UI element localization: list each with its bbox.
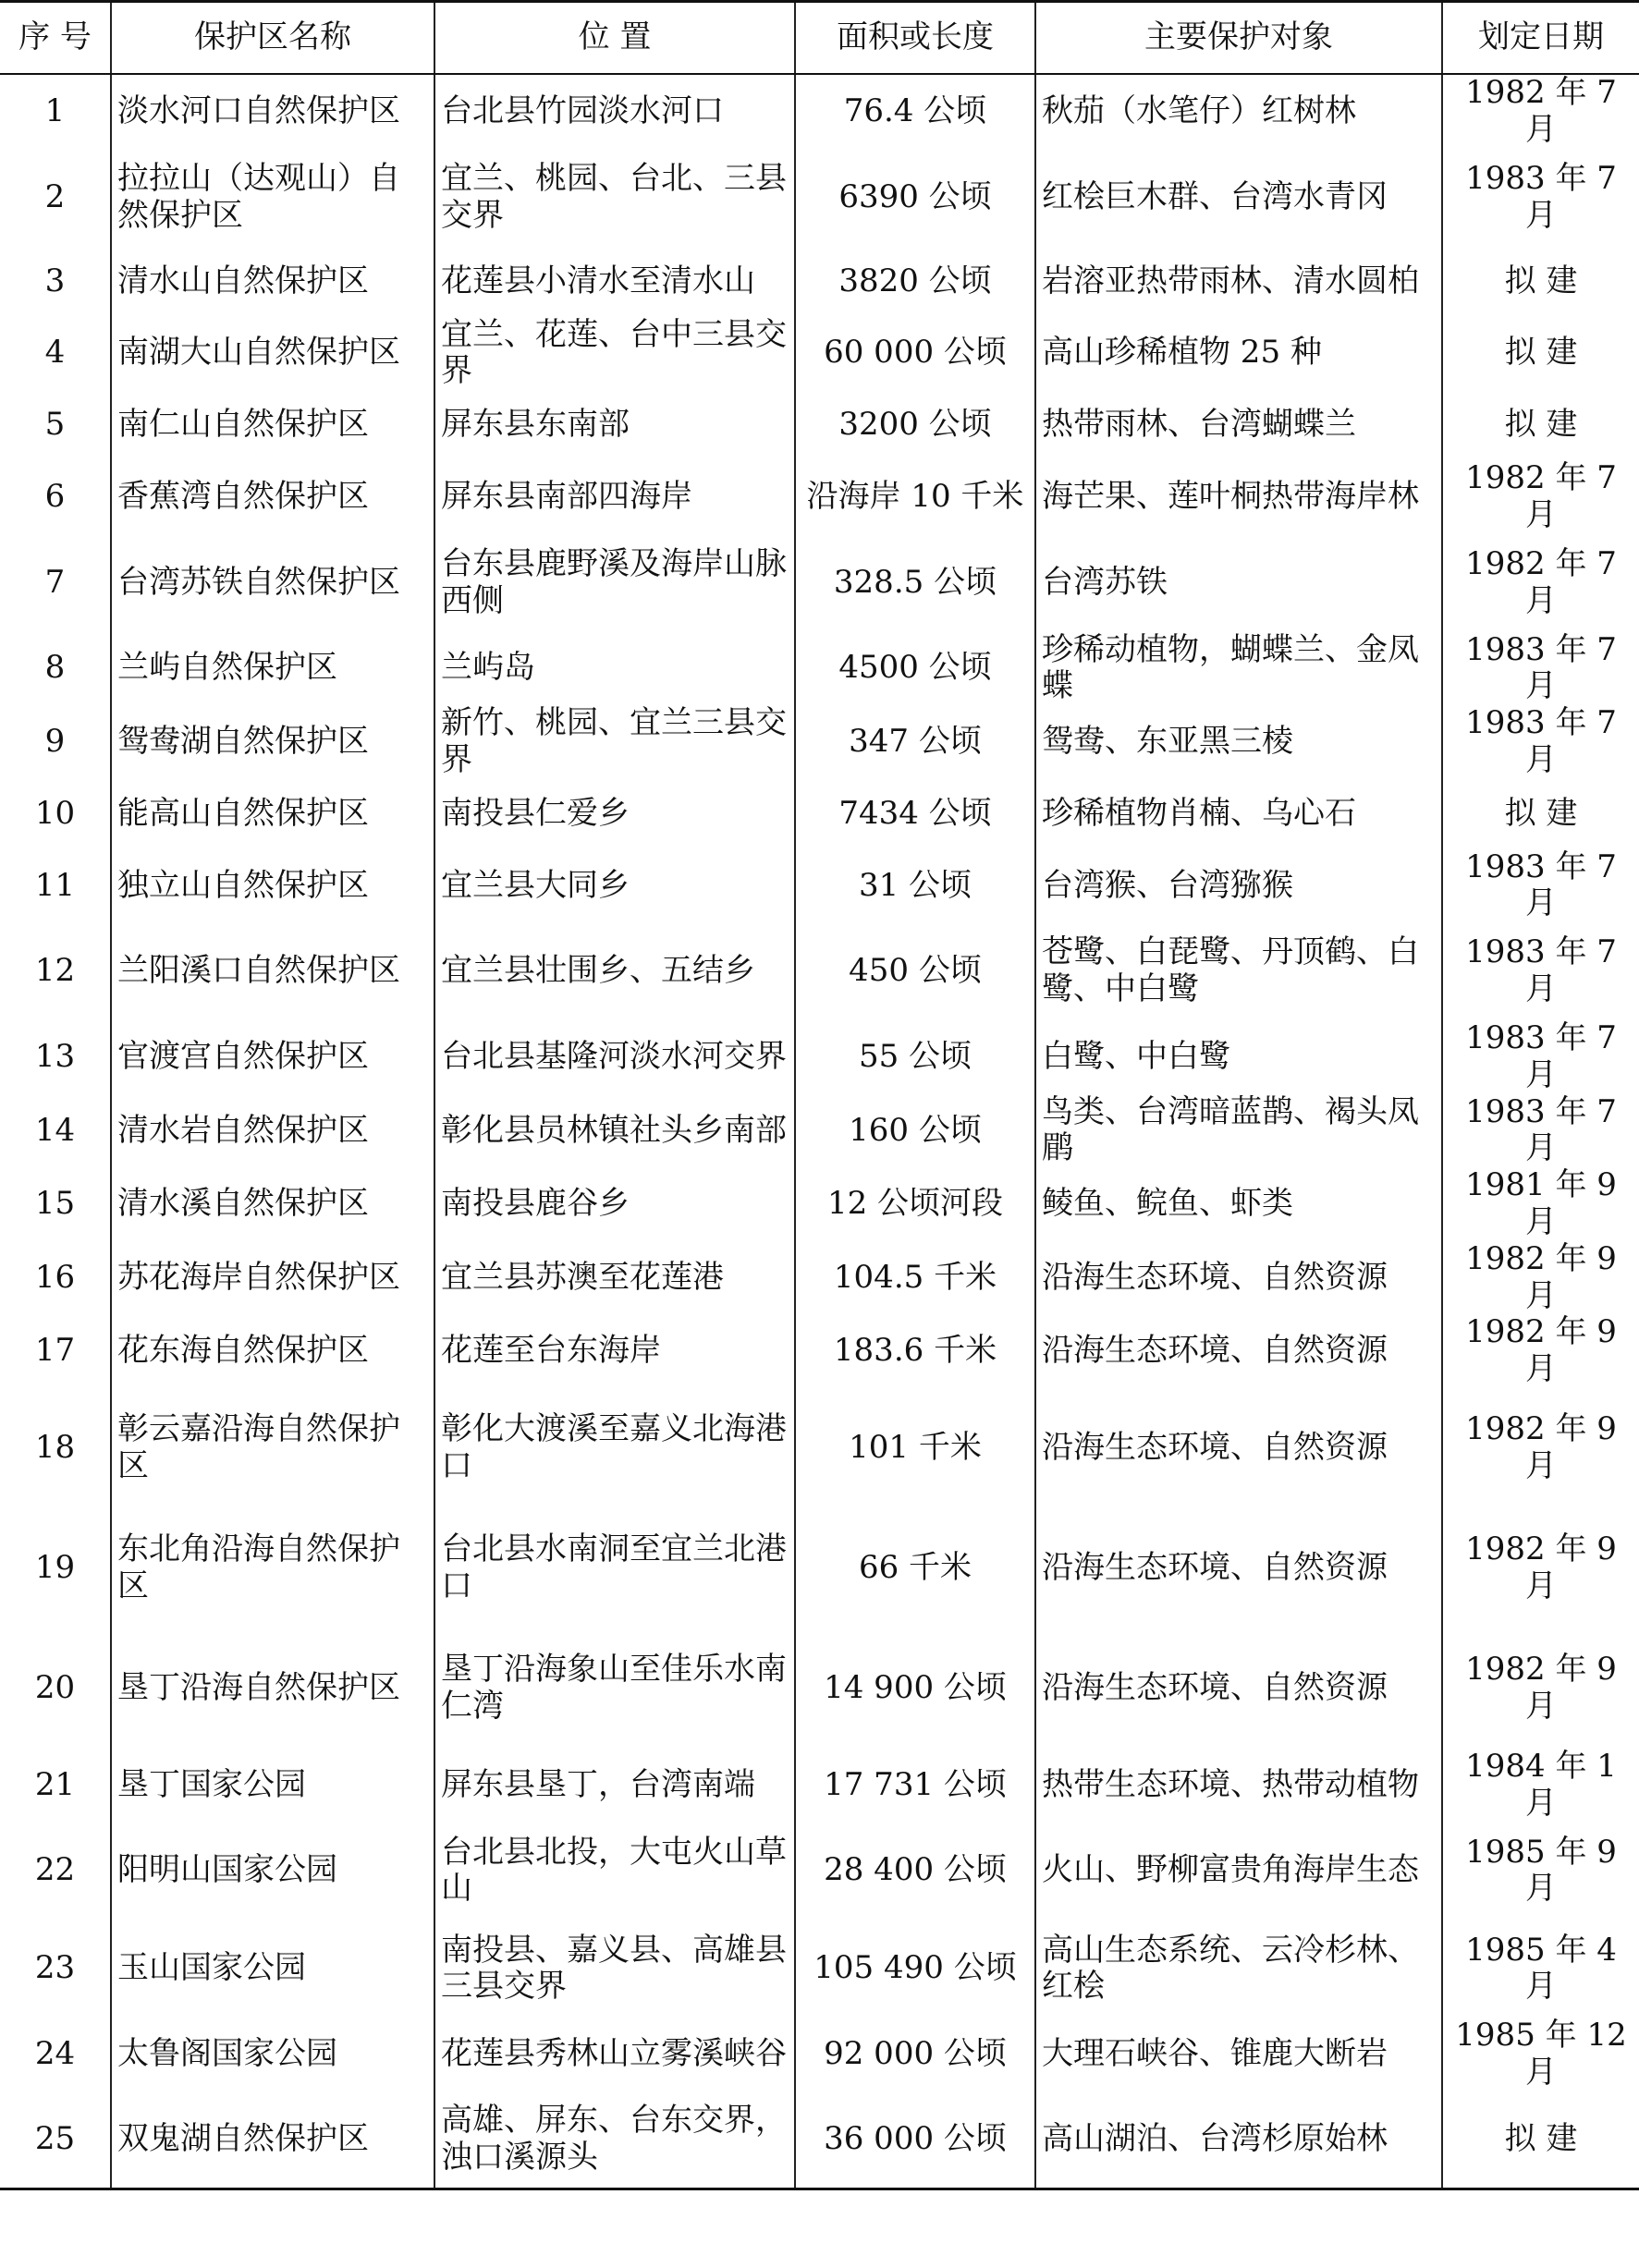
cell-protected-objects: 红桧巨木群、台湾水青冈	[1035, 149, 1442, 247]
cell-protected-objects: 热带雨林、台湾蝴蝶兰	[1035, 390, 1442, 460]
cell-location: 花莲县秀林山立雾溪峡谷	[434, 2018, 795, 2091]
cell-protected-objects: 火山、野柳富贵角海岸生态	[1035, 1822, 1442, 1920]
cell-date: 1983 年 7 月	[1442, 849, 1639, 923]
cell-area: 66 千米	[795, 1508, 1035, 1628]
cell-protected-objects: 沿海生态环境、自然资源	[1035, 1508, 1442, 1628]
cell-location: 垦丁沿海象山至佳乐水南仁湾	[434, 1628, 795, 1749]
cell-location: 花莲至台东海岸	[434, 1314, 795, 1388]
cell-date: 1982 年 7 月	[1442, 460, 1639, 534]
cell-reserve-name: 彰云嘉沿海自然保护区	[111, 1388, 434, 1508]
cell-location: 台北县北投，大屯火山草山	[434, 1822, 795, 1920]
cell-area: 3820 公顷	[795, 247, 1035, 317]
cell-area: 12 公顷河段	[795, 1167, 1035, 1241]
cell-reserve-name: 淡水河口自然保护区	[111, 74, 434, 149]
cell-area: 328.5 公顷	[795, 534, 1035, 632]
cell-protected-objects: 沿海生态环境、自然资源	[1035, 1241, 1442, 1315]
cell-location: 兰屿岛	[434, 632, 795, 706]
cell-location: 南投县、嘉义县、高雄县三县交界	[434, 1920, 795, 2018]
cell-area: 160 公顷	[795, 1094, 1035, 1168]
table-row	[0, 317, 1639, 391]
cell-location: 宜兰、花莲、台中三县交界	[434, 317, 795, 391]
header-index: 序 号	[0, 2, 111, 75]
table-row	[0, 2091, 1639, 2189]
cell-area: 31 公顷	[795, 849, 1035, 923]
cell-location: 新竹、桃园、宜兰三县交界	[434, 705, 795, 779]
header-location: 位 置	[434, 2, 795, 75]
cell-reserve-name: 拉拉山（达观山）自然保护区	[111, 149, 434, 247]
cell-reserve-name: 南仁山自然保护区	[111, 390, 434, 460]
cell-index: 11	[0, 849, 111, 923]
cell-area: 28 400 公顷	[795, 1822, 1035, 1920]
cell-index: 19	[0, 1508, 111, 1628]
cell-reserve-name: 官渡宫自然保护区	[111, 1020, 434, 1094]
cell-area: 沿海岸 10 千米	[795, 460, 1035, 534]
cell-protected-objects: 大理石峡谷、锥鹿大断岩	[1035, 2018, 1442, 2091]
cell-reserve-name: 鸳鸯湖自然保护区	[111, 705, 434, 779]
table-row	[0, 1241, 1639, 1315]
cell-date: 1985 年 9 月	[1442, 1822, 1639, 1920]
header-area-or-length: 面积或长度	[795, 2, 1035, 75]
cell-location: 宜兰县大同乡	[434, 849, 795, 923]
cell-area: 55 公顷	[795, 1020, 1035, 1094]
cell-location: 彰化大渡溪至嘉义北海港口	[434, 1388, 795, 1508]
cell-reserve-name: 兰屿自然保护区	[111, 632, 434, 706]
cell-protected-objects: 高山湖泊、台湾杉原始林	[1035, 2091, 1442, 2189]
cell-index: 18	[0, 1388, 111, 1508]
cell-reserve-name: 独立山自然保护区	[111, 849, 434, 923]
cell-date: 拟 建	[1442, 317, 1639, 391]
cell-reserve-name: 东北角沿海自然保护区	[111, 1508, 434, 1628]
cell-date: 1983 年 7 月	[1442, 1020, 1639, 1094]
table-row	[0, 1314, 1639, 1388]
cell-index: 1	[0, 74, 111, 149]
cell-protected-objects: 高山珍稀植物 25 种	[1035, 317, 1442, 391]
cell-location: 屏东县南部四海岸	[434, 460, 795, 534]
header-row	[0, 2, 1639, 75]
table-body	[0, 74, 1639, 2189]
cell-protected-objects: 沿海生态环境、自然资源	[1035, 1628, 1442, 1749]
cell-area: 6390 公顷	[795, 149, 1035, 247]
table-row	[0, 1020, 1639, 1094]
cell-protected-objects: 沿海生态环境、自然资源	[1035, 1388, 1442, 1508]
cell-protected-objects: 珍稀植物肖楠、乌心石	[1035, 779, 1442, 849]
cell-reserve-name: 垦丁沿海自然保护区	[111, 1628, 434, 1749]
cell-date: 1985 年 4 月	[1442, 1920, 1639, 2018]
cell-area: 7434 公顷	[795, 779, 1035, 849]
table-row	[0, 922, 1639, 1020]
cell-protected-objects: 白鹭、中白鹭	[1035, 1020, 1442, 1094]
table-row	[0, 1094, 1639, 1168]
table-row	[0, 2018, 1639, 2091]
cell-location: 南投县仁爱乡	[434, 779, 795, 849]
cell-date: 拟 建	[1442, 2091, 1639, 2189]
cell-reserve-name: 台湾苏铁自然保护区	[111, 534, 434, 632]
cell-protected-objects: 秋茄（水笔仔）红树林	[1035, 74, 1442, 149]
cell-date: 拟 建	[1442, 390, 1639, 460]
cell-date: 拟 建	[1442, 247, 1639, 317]
cell-date: 1985 年 12 月	[1442, 2018, 1639, 2091]
cell-reserve-name: 双鬼湖自然保护区	[111, 2091, 434, 2189]
cell-reserve-name: 南湖大山自然保护区	[111, 317, 434, 391]
cell-date: 1982 年 9 月	[1442, 1241, 1639, 1315]
cell-area: 17 731 公顷	[795, 1749, 1035, 1823]
cell-date: 1983 年 7 月	[1442, 1094, 1639, 1168]
cell-reserve-name: 清水溪自然保护区	[111, 1167, 434, 1241]
cell-area: 92 000 公顷	[795, 2018, 1035, 2091]
cell-location: 台东县鹿野溪及海岸山脉西侧	[434, 534, 795, 632]
table-row	[0, 1749, 1639, 1823]
table-row	[0, 632, 1639, 706]
cell-area: 14 900 公顷	[795, 1628, 1035, 1749]
cell-index: 5	[0, 390, 111, 460]
cell-reserve-name: 能高山自然保护区	[111, 779, 434, 849]
cell-index: 2	[0, 149, 111, 247]
cell-index: 9	[0, 705, 111, 779]
cell-protected-objects: 沿海生态环境、自然资源	[1035, 1314, 1442, 1388]
cell-index: 22	[0, 1822, 111, 1920]
cell-index: 21	[0, 1749, 111, 1823]
cell-protected-objects: 高山生态系统、云冷杉林、红桧	[1035, 1920, 1442, 2018]
cell-area: 4500 公顷	[795, 632, 1035, 706]
cell-index: 3	[0, 247, 111, 317]
cell-location: 屏东县东南部	[434, 390, 795, 460]
table-row	[0, 1388, 1639, 1508]
cell-area: 101 千米	[795, 1388, 1035, 1508]
cell-location: 宜兰、桃园、台北、三县交界	[434, 149, 795, 247]
header-protected-objects: 主要保护对象	[1035, 2, 1442, 75]
cell-protected-objects: 珍稀动植物，蝴蝶兰、金凤蝶	[1035, 632, 1442, 706]
cell-index: 23	[0, 1920, 111, 2018]
cell-reserve-name: 太鲁阁国家公园	[111, 2018, 434, 2091]
table-row	[0, 1920, 1639, 2018]
cell-date: 1983 年 7 月	[1442, 149, 1639, 247]
cell-location: 屏东县垦丁，台湾南端	[434, 1749, 795, 1823]
cell-protected-objects: 鸟类、台湾暗蓝鹊、褐头凤鹛	[1035, 1094, 1442, 1168]
cell-index: 7	[0, 534, 111, 632]
cell-date: 1983 年 7 月	[1442, 705, 1639, 779]
cell-location: 高雄、屏东、台东交界，浊口溪源头	[434, 2091, 795, 2189]
header-designation-date: 划定日期	[1442, 2, 1639, 75]
cell-protected-objects: 岩溶亚热带雨林、清水圆柏	[1035, 247, 1442, 317]
table-row	[0, 534, 1639, 632]
cell-protected-objects: 海芒果、莲叶桐热带海岸林	[1035, 460, 1442, 534]
table-row	[0, 460, 1639, 534]
cell-location: 南投县鹿谷乡	[434, 1167, 795, 1241]
cell-date: 1981 年 9 月	[1442, 1167, 1639, 1241]
cell-location: 台北县水南洞至宜兰北港口	[434, 1508, 795, 1628]
cell-date: 1983 年 7 月	[1442, 922, 1639, 1020]
cell-area: 450 公顷	[795, 922, 1035, 1020]
cell-area: 76.4 公顷	[795, 74, 1035, 149]
cell-location: 台北县基隆河淡水河交界	[434, 1020, 795, 1094]
cell-location: 宜兰县壮围乡、五结乡	[434, 922, 795, 1020]
cell-index: 25	[0, 2091, 111, 2189]
table-row	[0, 849, 1639, 923]
cell-protected-objects: 苍鹭、白琵鹭、丹顶鹤、白鹭、中白鹭	[1035, 922, 1442, 1020]
cell-index: 8	[0, 632, 111, 706]
cell-index: 17	[0, 1314, 111, 1388]
cell-date: 1982 年 7 月	[1442, 534, 1639, 632]
table-row	[0, 74, 1639, 149]
table-row	[0, 1628, 1639, 1749]
cell-location: 台北县竹园淡水河口	[434, 74, 795, 149]
cell-location: 宜兰县苏澳至花莲港	[434, 1241, 795, 1315]
cell-reserve-name: 清水岩自然保护区	[111, 1094, 434, 1168]
cell-location: 彰化县员林镇社头乡南部	[434, 1094, 795, 1168]
table-row	[0, 1822, 1639, 1920]
cell-date: 1982 年 9 月	[1442, 1314, 1639, 1388]
cell-area: 3200 公顷	[795, 390, 1035, 460]
cell-date: 1982 年 9 月	[1442, 1388, 1639, 1508]
cell-date: 1983 年 7 月	[1442, 632, 1639, 706]
table-row	[0, 705, 1639, 779]
cell-date: 拟 建	[1442, 779, 1639, 849]
cell-area: 36 000 公顷	[795, 2091, 1035, 2189]
cell-area: 60 000 公顷	[795, 317, 1035, 391]
table-row	[0, 1167, 1639, 1241]
cell-reserve-name: 垦丁国家公园	[111, 1749, 434, 1823]
cell-index: 4	[0, 317, 111, 391]
cell-index: 6	[0, 460, 111, 534]
cell-area: 104.5 千米	[795, 1241, 1035, 1315]
cell-reserve-name: 阳明山国家公园	[111, 1822, 434, 1920]
cell-index: 13	[0, 1020, 111, 1094]
cell-protected-objects: 台湾猴、台湾猕猴	[1035, 849, 1442, 923]
table-row	[0, 390, 1639, 460]
cell-location: 花莲县小清水至清水山	[434, 247, 795, 317]
cell-date: 1982 年 9 月	[1442, 1508, 1639, 1628]
cell-index: 20	[0, 1628, 111, 1749]
cell-index: 24	[0, 2018, 111, 2091]
cell-area: 105 490 公顷	[795, 1920, 1035, 2018]
cell-reserve-name: 花东海自然保护区	[111, 1314, 434, 1388]
table-row	[0, 1508, 1639, 1628]
cell-reserve-name: 香蕉湾自然保护区	[111, 460, 434, 534]
cell-reserve-name: 清水山自然保护区	[111, 247, 434, 317]
cell-date: 1982 年 7 月	[1442, 74, 1639, 149]
table-row	[0, 247, 1639, 317]
cell-area: 347 公顷	[795, 705, 1035, 779]
cell-date: 1982 年 9 月	[1442, 1628, 1639, 1749]
cell-protected-objects: 鸳鸯、东亚黑三棱	[1035, 705, 1442, 779]
cell-protected-objects: 鲮鱼、鲩鱼、虾类	[1035, 1167, 1442, 1241]
cell-index: 12	[0, 922, 111, 1020]
cell-index: 15	[0, 1167, 111, 1241]
table-row	[0, 149, 1639, 247]
cell-date: 1984 年 1 月	[1442, 1749, 1639, 1823]
cell-index: 14	[0, 1094, 111, 1168]
table-row	[0, 779, 1639, 849]
header-reserve-name: 保护区名称	[111, 2, 434, 75]
cell-reserve-name: 玉山国家公园	[111, 1920, 434, 2018]
cell-index: 16	[0, 1241, 111, 1315]
cell-index: 10	[0, 779, 111, 849]
cell-area: 183.6 千米	[795, 1314, 1035, 1388]
cell-protected-objects: 热带生态环境、热带动植物	[1035, 1749, 1442, 1823]
cell-reserve-name: 苏花海岸自然保护区	[111, 1241, 434, 1315]
cell-reserve-name: 兰阳溪口自然保护区	[111, 922, 434, 1020]
cell-protected-objects: 台湾苏铁	[1035, 534, 1442, 632]
